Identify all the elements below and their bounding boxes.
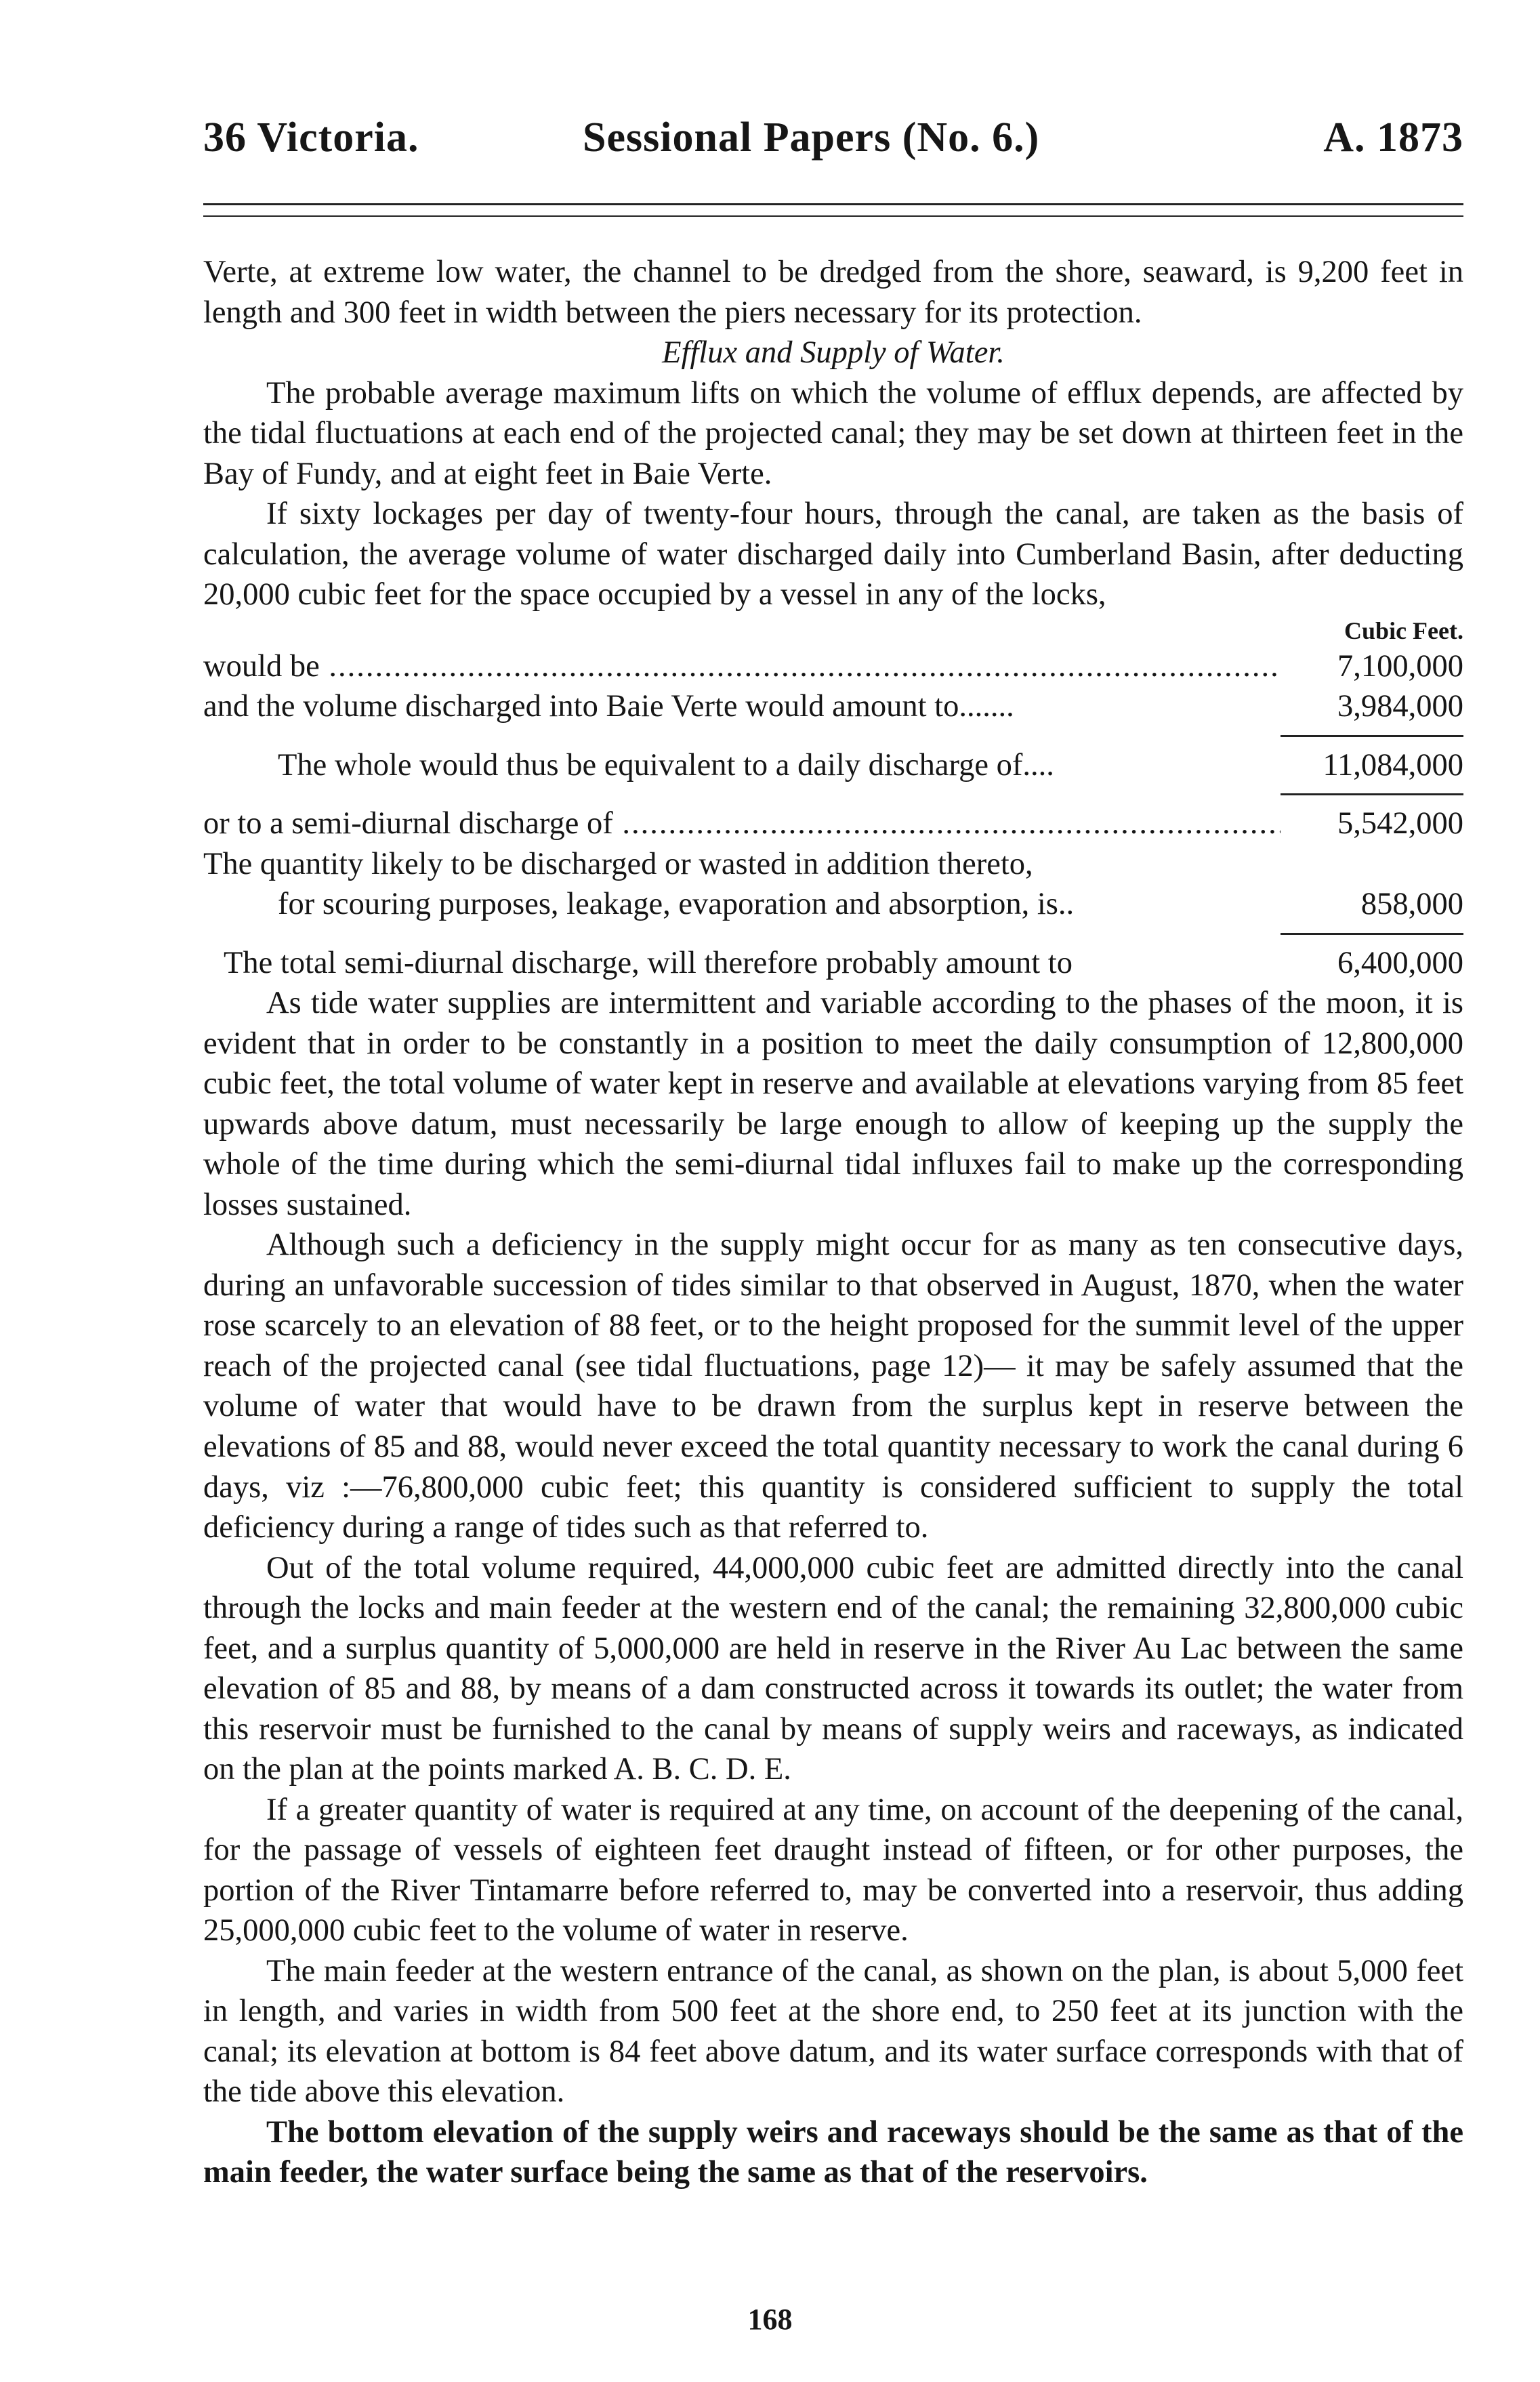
table-row xyxy=(203,844,1463,885)
paragraph-9: The bottom elevation of the supply weirs and raceways should be the same as that of the main feeder, the water surface being the same as that of the reservoirs. xyxy=(203,2114,1463,2190)
table-column-header xyxy=(203,615,1463,646)
unit-header: Cubic Feet. xyxy=(1344,617,1463,644)
table-row xyxy=(203,803,1463,844)
row-value: 11,084,000 xyxy=(1323,747,1463,782)
paragraph-7: If a greater quantity of water is required at any time, on account of the deepening of the canal, for the passage of vessels of eighteen feet draught instead of fifteen, or for other purposes, the portion of the River Tintamarre before referred to, may be converted into a reservoir, thus adding 25,000,000 cubic feet to the volume of water in reserve. xyxy=(203,1792,1463,1948)
paragraph-5: Although such a deficiency in the supply might occur for as many as ten consecutive days, during an unfavorable succession of tides similar to that observed in August, 1870, when the water rose scarcely to an elevation of 88 feet, or to the height proposed for the summit level of the upper reach of the projected canal (see tidal fluctuations, page 12)— it may be safely assumed that the volume of water that would have to be drawn from the surplus kept in reserve between the elevations of 85 and 88, would never exceed the total quantity necessary to work the canal during 6 days, viz :—76,800,000 cubic feet; this quantity is considered sufficient to supply the total deficiency during a range of tides such as that referred to. xyxy=(203,1228,1463,1545)
header-rule-bottom xyxy=(203,215,1463,217)
row-label: would be ..... xyxy=(203,646,1281,687)
section-subhead: Efflux and Supply of Water. xyxy=(662,335,1005,371)
sum-rule xyxy=(1281,933,1463,935)
header-year: A. 1873 xyxy=(1323,114,1463,161)
sum-rule xyxy=(1281,735,1463,737)
row-value: 7,100,000 xyxy=(1337,648,1463,684)
table-grand-total-row xyxy=(203,943,1463,984)
row-label: and the volume discharged into Baie Verte would amount to....... xyxy=(203,689,1014,724)
row-label: The quantity likely to be discharged or wasted in addition thereto, xyxy=(203,846,1033,881)
table-row xyxy=(203,646,1463,687)
paragraph-6: Out of the total volume required, 44,000,000 cubic feet are admitted directly into the canal through the locks and main feeder at the western end of the canal; the remaining 32,800,000 cubic feet, and a surplus quantity of 5,000,000 are held in reserve in the River Au Lac between the same elevation of 85 and 88, by means of a dam constructed across it towards its outlet; the water from this reservoir must be furnished to the canal by means of supply weirs and raceways, as indicated on the plan at the points marked A. B. C. D. E. xyxy=(203,1550,1463,1787)
row-value: 858,000 xyxy=(1360,887,1463,922)
sum-rule xyxy=(1281,793,1463,795)
row-label: The whole would thus be equivalent to a daily discharge of.... xyxy=(278,747,1054,782)
header-rule-top xyxy=(203,203,1463,205)
table-total-row xyxy=(203,745,1463,786)
table-row xyxy=(203,884,1463,925)
paragraph-8: The main feeder at the western entrance of the canal, as shown on the plan, is about 5,000 feet in length, and varies in width from 500 feet at the shore end, to 250 feet at its junction with the canal; its elevation at bottom is 84 feet above datum, and its water surface corresponds with that of the tide above this elevation. xyxy=(203,1953,1463,2110)
row-value: 3,984,000 xyxy=(1337,689,1463,724)
row-label: for scouring purposes, leakage, evaporation and absorption, is.. xyxy=(278,887,1075,922)
row-value: 6,400,000 xyxy=(1337,945,1463,980)
paragraph-1: Verte, at extreme low water, the channel to be dredged from the shore, seaward, is 9,200 feet in length and 300 feet in width between the piers necessary for its protection. xyxy=(203,255,1463,330)
row-value: 5,542,000 xyxy=(1337,806,1463,841)
table-row xyxy=(203,686,1463,727)
paragraph-3: If sixty lockages per day of twenty-four hours, through the canal, are taken as the basis of calculation, the average volume of water discharged daily into Cumberland Basin, after deducting 20,000 cubic feet for the space occupied by a vessel in any of the locks, xyxy=(203,497,1463,612)
paragraph-4: As tide water supplies are intermittent and variable according to the phases of the moon, it is evident that in order to be constantly in a position to meet the daily consumption of 12,800,000 cubic feet, the total volume of water kept in reserve and available at elevations varying from 85 feet upwards above datum, must necessarily be large enough to allow of keeping up the supply the whole of the time during which the semi-diurnal tidal influxes fail to make up the corresponding losses sustained. xyxy=(203,986,1463,1222)
running-header xyxy=(203,114,1463,168)
row-label: The total semi-diurnal discharge, will therefore probably amount to xyxy=(224,945,1073,980)
body-text xyxy=(203,252,1463,2193)
header-title: Sessional Papers (No. 6.) xyxy=(583,114,1040,161)
paragraph-2: The probable average maximum lifts on which the volume of efflux depends, are affected by the tidal fluctuations at each end of the projected canal; they may be set down at thirteen feet in the Bay of Fundy, and at eight feet in Baie Verte. xyxy=(203,375,1463,491)
header-volume: 36 Victoria. xyxy=(203,114,419,161)
row-label: or to a semi-diurnal discharge of ..... xyxy=(203,803,1281,844)
page-number: 168 xyxy=(747,2303,793,2336)
